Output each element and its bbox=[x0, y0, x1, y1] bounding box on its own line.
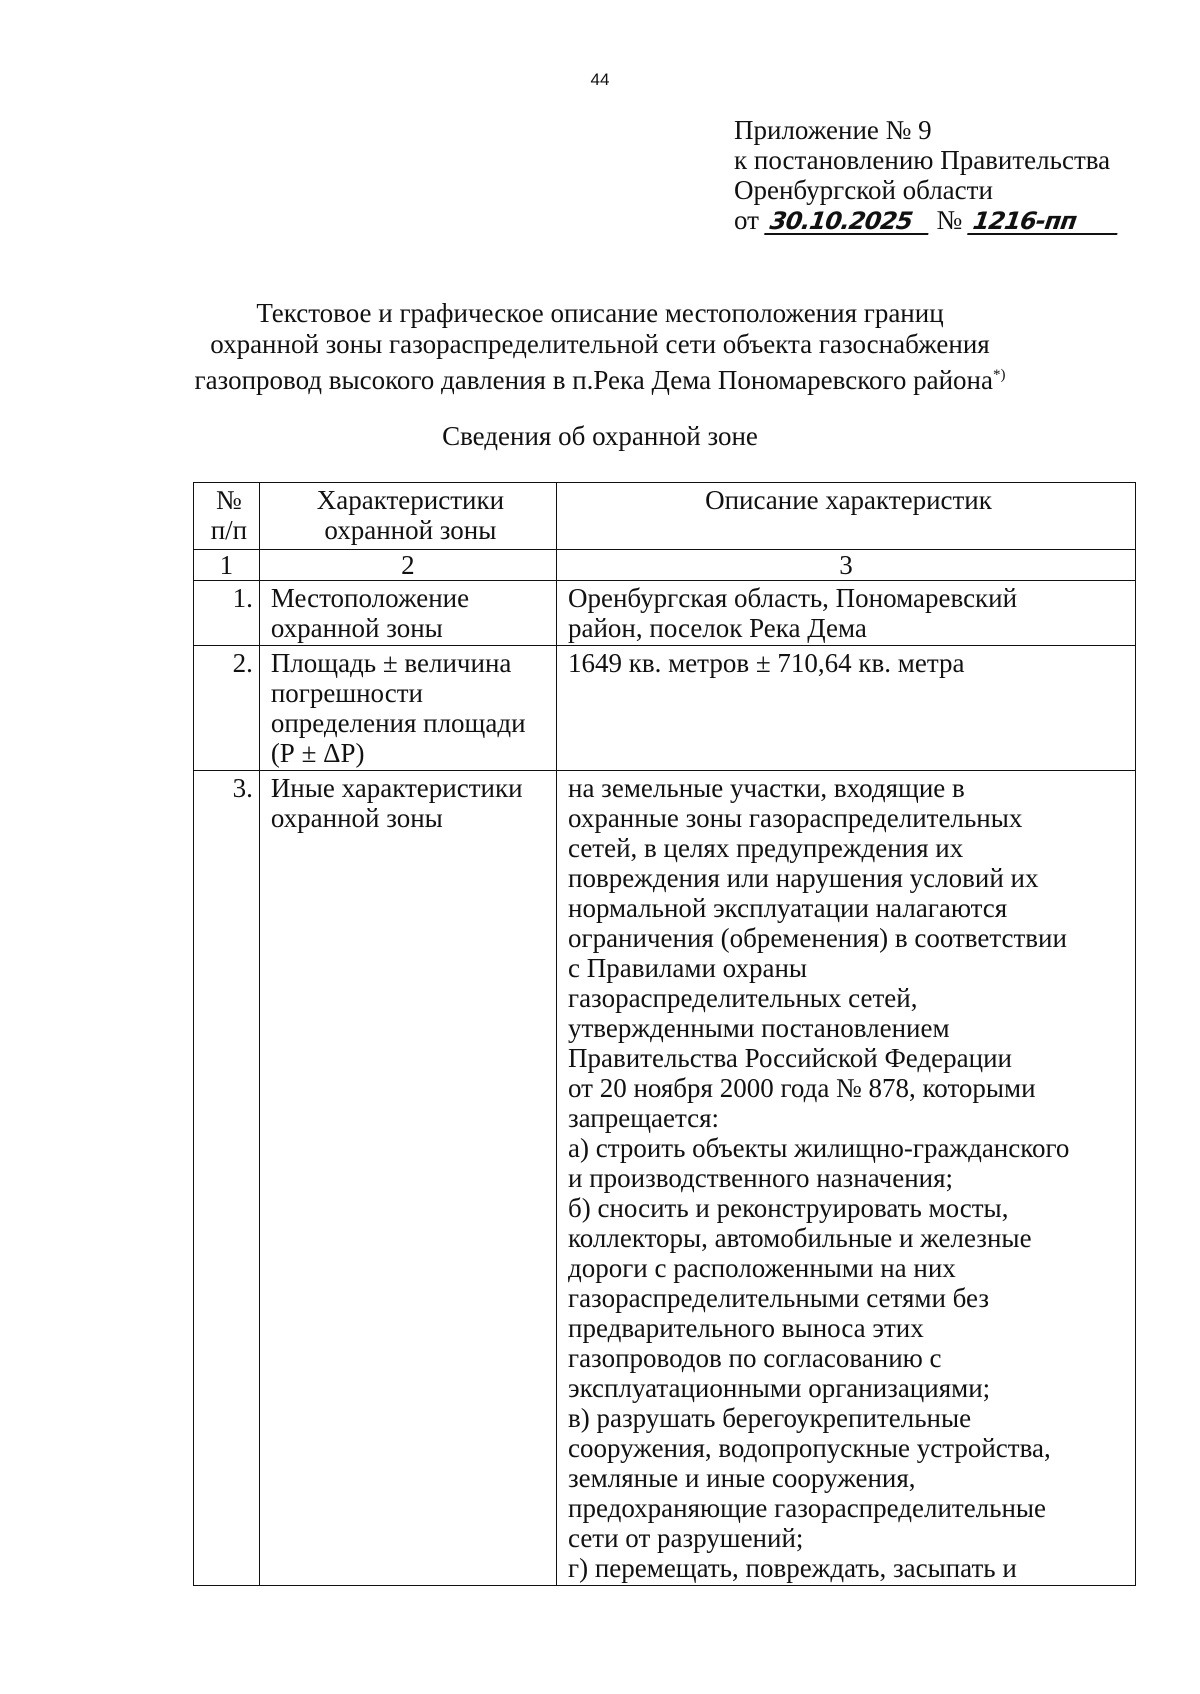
header-characteristic: Характеристики охранной зоны bbox=[259, 483, 556, 550]
title-line-2: охранной зоны газораспределительной сети объекта газоснабжения bbox=[210, 329, 990, 359]
header-number: № п/п bbox=[194, 483, 260, 550]
appendix-reference: к постановлению Правительства bbox=[734, 145, 1111, 175]
column-number-2: 2 bbox=[259, 550, 556, 581]
row-number: 3. bbox=[194, 771, 260, 1586]
document-title bbox=[0, 298, 1200, 396]
footnote-mark: *) bbox=[993, 367, 1006, 383]
row-description: 1649 кв. метров ± 710,64 кв. метра bbox=[557, 646, 1136, 771]
appendix-block bbox=[734, 115, 1119, 235]
row-characteristic: Площадь ± величина погрешности определения площади (Р ± ΔР) bbox=[259, 646, 556, 771]
row-number: 1. bbox=[194, 581, 260, 646]
column-number-1: 1 bbox=[194, 550, 260, 581]
header-description: Описание характеристик bbox=[557, 483, 1136, 550]
row-description: Оренбургская область, Пономаревский район, поселок Река Дема bbox=[557, 581, 1136, 646]
date-prefix: от bbox=[734, 205, 759, 235]
zone-info-table bbox=[193, 482, 1136, 1586]
table-row bbox=[194, 646, 1136, 771]
row-characteristic: Иные характеристики охранной зоны bbox=[259, 771, 556, 1586]
section-title: Сведения об охранной зоне bbox=[442, 421, 758, 451]
handwritten-date: 30.10.2025 bbox=[764, 209, 932, 235]
table-header-row bbox=[194, 483, 1136, 550]
column-number-3: 3 bbox=[557, 550, 1136, 581]
appendix-title: Приложение № 9 bbox=[734, 115, 932, 145]
appendix-region: Оренбургской области bbox=[734, 175, 993, 205]
table-row bbox=[194, 771, 1136, 1586]
table-row bbox=[194, 581, 1136, 646]
number-prefix: № bbox=[936, 205, 963, 235]
appendix-date-number bbox=[734, 205, 1119, 235]
page-number: 44 bbox=[590, 70, 610, 89]
handwritten-number: 1216-пп bbox=[967, 209, 1121, 235]
row-characteristic: Местоположение охранной зоны bbox=[259, 581, 556, 646]
row-number: 2. bbox=[194, 646, 260, 771]
column-numbers-row bbox=[194, 550, 1136, 581]
title-line-1: Текстовое и графическое описание местоположения границ bbox=[256, 298, 944, 328]
title-line-3: газопровод высокого давления в п.Река Дема Пономаревского района*) bbox=[194, 365, 1006, 395]
row-description: на земельные участки, входящие в охранные зоны газораспределительных сетей, в целях предупреждения их повреждения или нарушения условий их нормальной эксплуатации налагаются ограничения (обременения) в соответствии с Правилами охраны газораспределительных сетей, утвержденными постановлением Правительства Российской Федерации от 20 ноября 2000 года № 878, которыми запрещается: а) строить объекты жилищно-гражданского и производственного назначения; б) сносить и реконструировать мосты, коллекторы, автомобильные и железные дороги с расположенными на них газораспределительными сетями без предварительного выноса этих газопроводов по согласованию с эксплуатационными организациями; в) разрушать берегоукрепительные сооружения, водопропускные устройства, земляные и иные сооружения, предохраняющие газораспределительные сети от разрушений; г) перемещать, повреждать, засыпать и bbox=[557, 771, 1136, 1586]
